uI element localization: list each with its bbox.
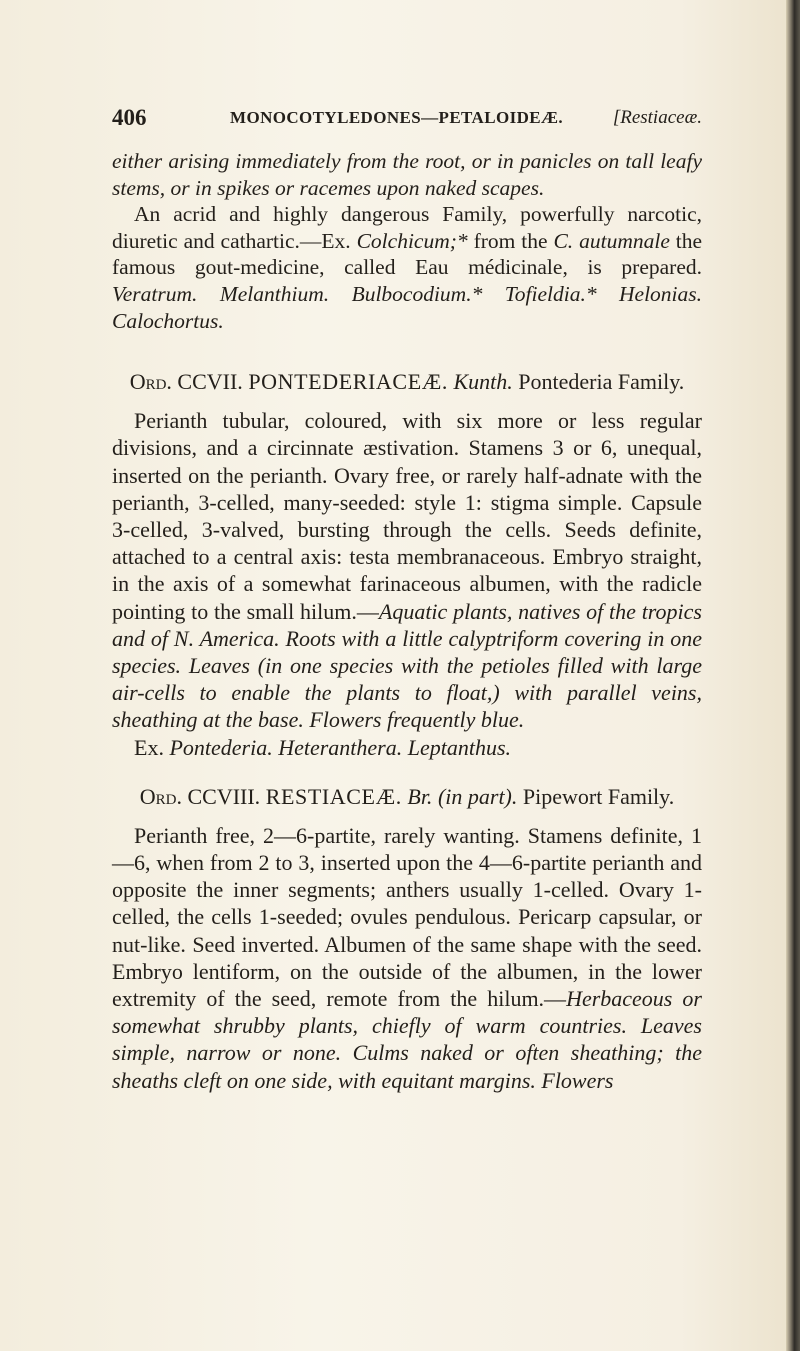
order-description-restiaceae: Perianth free, 2—6-partite, rarely wanting. Stamens definite, 1—6, when from 2 to 3, inserted upon the 4—6-partite perianth and opposite the inner segments; anthers usually 1-celled. Ovary 1-celled, the cells 1-seeded; ovules pendulous. Pericarp capsular, or nut-like. Seed inverted. Albumen of the same shape with the seed. Embryo lentiform, on the outside of the albumen, in the lower extremity of the seed, remote from the hilum.—Herbaceous or somewhat shrubby plants, chiefly of warm countries. Leaves simple, narrow or none. Culms naked or often sheathing; the sheaths cleft on one side, with equitant margins. Flowers bbox=[112, 822, 702, 1093]
order-examples-pontederiaceae: Ex. Pontederia. Heteranthera. Leptanthus. bbox=[134, 734, 512, 760]
order-description-pontederiaceae: Perianth tubular, coloured, with six more or less regular divisions, and a circinnate æstivation. Stamens 3 or 6, unequal, inserted on the perianth. Ovary free, or rarely half-adnate with the perianth, 3-celled, many-seeded: style 1: stigma simple. Capsule 3-celled, 3-valved, bursting through the cells. Seeds definite, attached to a central axis: testa membranaceous. Embryo straight, in the axis of a somewhat farinaceous albumen, with the radicle pointing to the small hilum.—Aquatic plants, natives of the tropics and of N. America. Roots with a little calyptriform covering in one species. Leaves (in one species with the petioles filled with large air-cells to enable the plants to float,) with parallel veins, sheathing at the base. Flowers frequently blue. bbox=[112, 408, 703, 733]
intro-paragraph: An acrid and highly dangerous Family, powerfully narcotic, diuretic and cathartic.—Ex. Colchicum;* from the C. autumnale the famous gout-medicine, called Eau médicinale, is prepared. Veratrum. Melanthium. Bulbocodium.* Tofieldia.* Helonias. Calochortus. bbox=[112, 202, 703, 333]
running-head bbox=[112, 105, 702, 135]
page-binding-edge bbox=[786, 0, 800, 1351]
page-number: 406 bbox=[112, 105, 147, 130]
running-family: [Restiaceæ. bbox=[612, 107, 702, 128]
page-content bbox=[112, 148, 702, 1094]
intro-italic: either arising immediately from the root, or in panicles on tall leafy stems, or in spikes or racemes upon naked scapes. bbox=[112, 149, 702, 200]
order-heading-restiaceae: Ord. CCVIII. RESTIACEÆ. Br. (in part). Pipewort Family. bbox=[139, 783, 675, 809]
order-heading-pontederiaceae: Ord. CCVII. PONTEDERIACEÆ. Kunth. Pontederia Family. bbox=[129, 369, 685, 395]
running-title: MONOCOTYLEDONES—PETALOIDEÆ. bbox=[230, 108, 564, 127]
